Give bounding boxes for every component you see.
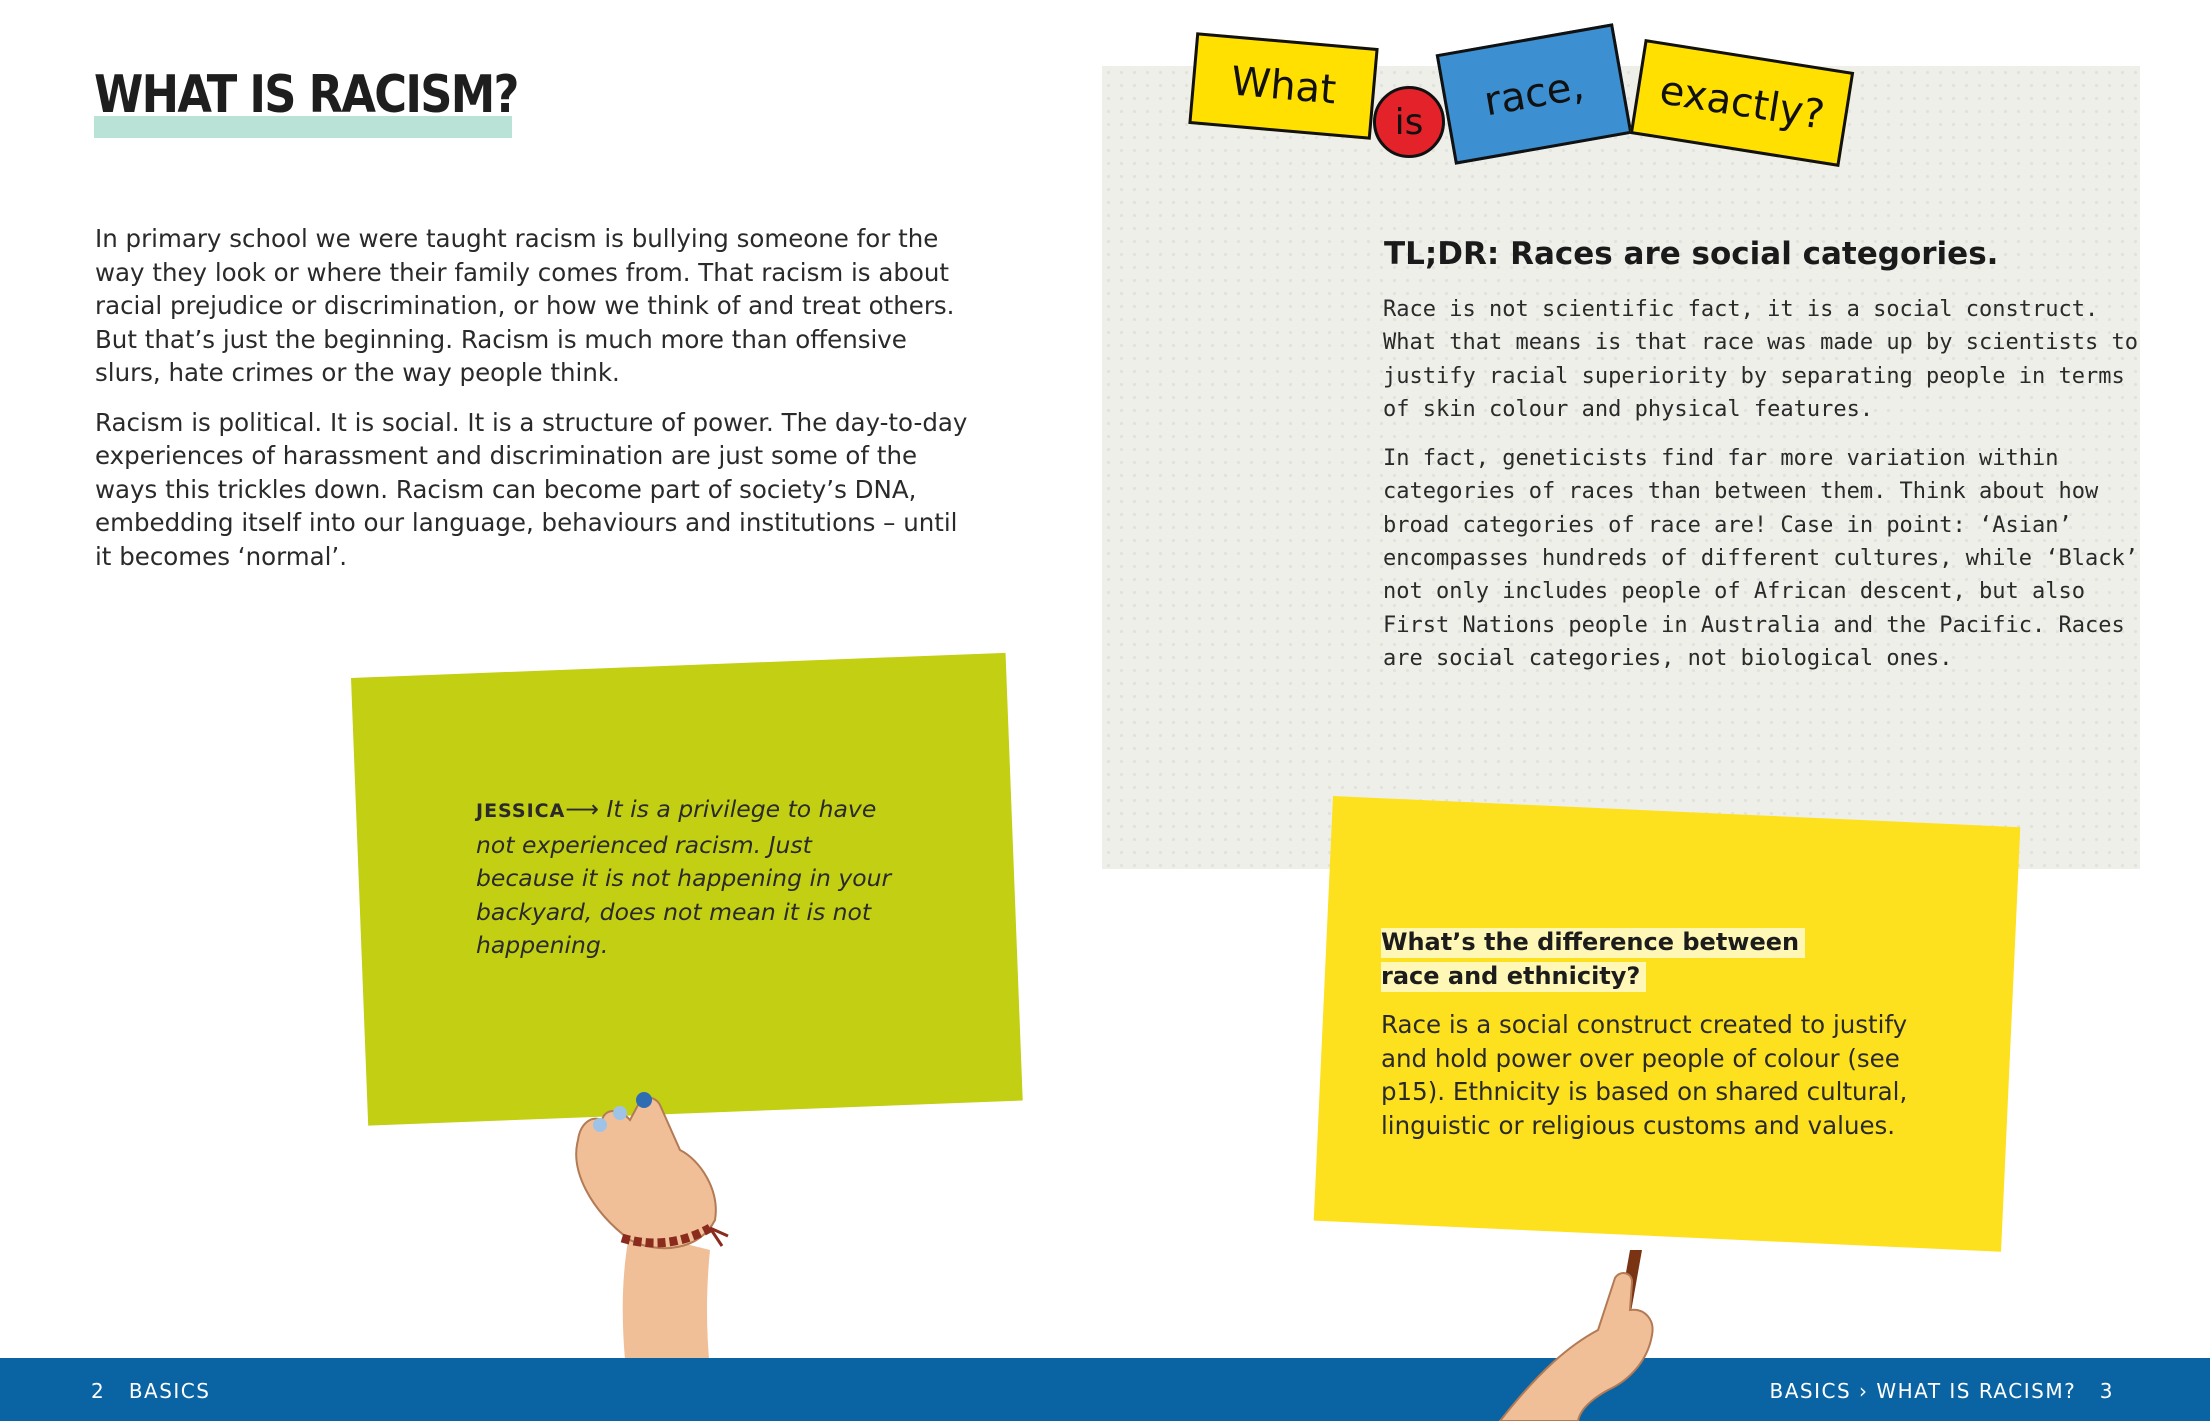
- heading-word-exactly: exactly?: [1630, 39, 1854, 167]
- heading-word-is: is: [1373, 86, 1445, 158]
- left-page-number: 2: [91, 1379, 106, 1403]
- difference-question-line-1: What’s the difference between: [1381, 928, 1805, 958]
- hand-holding-yellow-sign-icon: [1480, 1250, 1680, 1421]
- hand-holding-green-sign-icon: [560, 1080, 770, 1370]
- footer-left: [91, 1379, 210, 1403]
- intro-paragraph-2: Racism is political. It is social. It is a structure of power. The day-to-day experiences of harassment and discrimination are just some of the ways this trickles down. Racism can become part of society’s DNA, embedding itself into our language, behaviours and institutions – until it becomes ‘normal’.: [95, 407, 968, 571]
- tldr-paragraph-1: Race is not scientific fact, it is a social construct. What that means is that race was made up by scientists to justify racial superiority by separating people in terms of skin colour and physical features.: [1383, 297, 2138, 422]
- tldr-paragraph-2: In fact, geneticists find far more variation within categories of races than between them. Think about how broad categories of race are! Case in point: ‘Asian’ encompasses hundreds of different cultures, while ‘Black’ not only includes people of African descent, but also First Nations people in Australia and the Pacific. Races are social categories, not biological ones.: [1383, 446, 2138, 671]
- right-page-number: 3: [2099, 1379, 2114, 1403]
- footer-right: [1770, 1379, 2115, 1403]
- tldr-heading: TL;DR: Races are social categories.: [1384, 236, 1999, 272]
- heading-word-what: What: [1188, 32, 1378, 140]
- left-section-label: BASICS: [128, 1379, 211, 1403]
- difference-answer: Race is a social construct created to justify and hold power over people of colour (see p15). Ethnicity is based on shared cultural, linguistic or religious customs and values.: [1381, 1010, 1908, 1140]
- right-section-breadcrumb: BASICS › WHAT IS RACISM?: [1769, 1379, 2077, 1403]
- intro-paragraph-1: In primary school we were taught racism is bullying someone for the way they look or where their family comes from. That racism is about racial prejudice or discrimination, or how we think of and treat others. But that’s just the beginning. Racism is much more than offensive slurs, hate crimes or the way people think.: [95, 224, 955, 387]
- heading-word-race: race,: [1436, 23, 1633, 165]
- page-title: WHAT IS RACISM?: [94, 65, 518, 125]
- tldr-text: [1383, 293, 2143, 691]
- quote-text: It is a privilege to have not experienced racism. Just because it is not happening in your backyard, does not mean it is not happening.: [476, 795, 892, 959]
- difference-question-line-2: race and ethnicity?: [1381, 962, 1646, 992]
- jessica-quote: [476, 793, 896, 963]
- intro-text: [95, 222, 975, 589]
- difference-question: [1381, 925, 1805, 993]
- page-title-block: [94, 62, 587, 128]
- quote-speaker: JESSICA: [476, 800, 566, 822]
- arrow-right-icon: ⟶: [565, 795, 599, 823]
